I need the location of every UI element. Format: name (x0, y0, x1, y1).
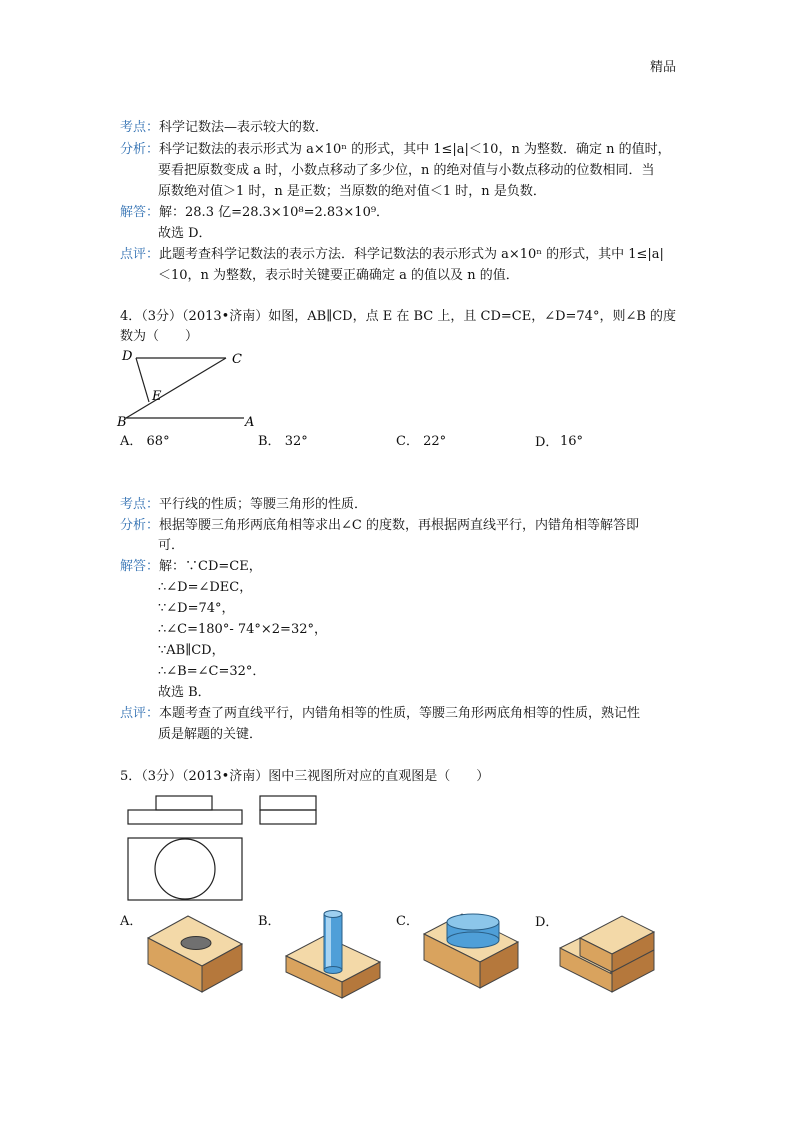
dianping-line: ＜10，n 为整数，表示时关键要正确确定 a 的值以及 n 的值． (158, 268, 519, 283)
option-value: 32° (284, 434, 308, 449)
jieda-line: ∴∠B=∠C=32°． (158, 664, 266, 679)
jieda-line: ∴∠C=180°- 74°×2=32°， (158, 622, 327, 637)
option-letter: A． (120, 434, 143, 449)
cylinder-highlight (326, 916, 331, 968)
option-value: 16° (560, 434, 584, 449)
jieda-line: ∴∠D=∠DEC， (158, 580, 253, 595)
dianping-label: 点评： (120, 247, 160, 262)
option-value: 22° (423, 434, 447, 449)
kaodian-text: 平行线的性质；等腰三角形的性质． (159, 497, 368, 512)
q5-option-c-label: C． (396, 914, 419, 929)
q5-option-d-label: D． (535, 915, 559, 930)
disc-base (447, 932, 499, 948)
option-a-solid (146, 908, 246, 1000)
jieda-line: ∵AB∥CD， (158, 643, 225, 658)
front-view-base (128, 810, 242, 824)
fenxi-line: 科学记数法的表示形式为 a×10ⁿ 的形式，其中 1≤|a|＜10，n 为整数．确定 n 的值时， (159, 142, 671, 157)
jieda-line: 故选 D． (158, 226, 212, 241)
dianping-line: 本题考查了两直线平行，内错角相等的性质，等腰三角形两底角相等的性质，熟记性 (159, 706, 641, 721)
option-letter: B． (258, 434, 281, 449)
option-d-solid (558, 908, 662, 1000)
front-view-top-block (156, 796, 212, 810)
q4-geometry-figure (114, 346, 264, 430)
jieda-label: 解答： (120, 205, 160, 220)
fenxi-line: 可． (158, 538, 185, 553)
q4-option-a (120, 432, 170, 452)
q4-stem-line: 4．（3分）（2013•济南）如图，AB∥CD，点 E 在 BC 上，且 CD=CE，∠D=74°，则∠B 的度 (120, 309, 677, 324)
q4-option-d (535, 432, 559, 454)
top-view-rectangle (128, 838, 242, 900)
option-c-solid (422, 908, 522, 1000)
label-b: B (117, 415, 127, 430)
fenxi-line: 根据等腰三角形两底角相等求出∠C 的度数，再根据两直线平行，内错角相等解答即 (159, 518, 639, 533)
kaodian-label: 考点： (120, 120, 160, 135)
jieda-label: 解答： (120, 559, 160, 574)
option-letter: C． (396, 434, 419, 449)
label-a: A (245, 415, 255, 430)
option-letter: D． (535, 435, 559, 450)
dianping-line: 质是解题的关键． (158, 727, 263, 742)
jieda-line: 解：∵CD=CE， (159, 559, 262, 574)
jieda-line: 故选 B． (158, 685, 211, 700)
fenxi-line: 要看把原数变成 a 时，小数点移动了多少位，n 的绝对值与小数点移动的位数相同．当 (158, 163, 655, 178)
option-b-solid (284, 908, 384, 1000)
label-c: C (232, 352, 242, 367)
header-mark: 精品 (650, 60, 677, 75)
segment-de (136, 358, 149, 402)
side-view-top (260, 796, 316, 810)
jieda-line: ∵∠D=74°， (158, 601, 235, 616)
cylinder-base (324, 967, 342, 974)
q5-option-a-label: A． (120, 914, 143, 929)
disc-top (447, 914, 499, 930)
q5-option-b-label: B． (258, 914, 281, 929)
q4-option-c (396, 432, 446, 452)
q4-stem-line: 数为（ ） (120, 329, 199, 344)
q5-stem: 5．（3分）（2013•济南）图中三视图所对应的直观图是（ ） (120, 769, 490, 784)
jieda-line: 解：28.3 亿=28.3×10⁸=2.83×10⁹． (159, 205, 390, 220)
fenxi-label: 分析： (120, 142, 160, 157)
fenxi-label: 分析： (120, 518, 160, 533)
q5-three-views (124, 792, 324, 904)
dianping-label: 点评： (120, 706, 160, 721)
kaodian-text: 科学记数法—表示较大的数． (159, 120, 329, 135)
top-view-circle (155, 839, 215, 899)
segment-cb (126, 358, 226, 418)
cylinder-top (324, 911, 342, 918)
q4-option-b (258, 432, 308, 452)
side-view-bottom (260, 810, 316, 824)
label-d: D (122, 349, 133, 364)
oval-hole (181, 937, 211, 950)
dianping-line: 此题考查科学记数法的表示方法．科学记数法的表示形式为 a×10ⁿ 的形式，其中 1≤|a| (159, 247, 664, 262)
option-value: 68° (146, 434, 170, 449)
fenxi-line: 原数绝对值＞1 时，n 是正数；当原数的绝对值＜1 时，n 是负数． (158, 184, 546, 199)
label-e: E (152, 389, 162, 404)
kaodian-label: 考点： (120, 497, 160, 512)
